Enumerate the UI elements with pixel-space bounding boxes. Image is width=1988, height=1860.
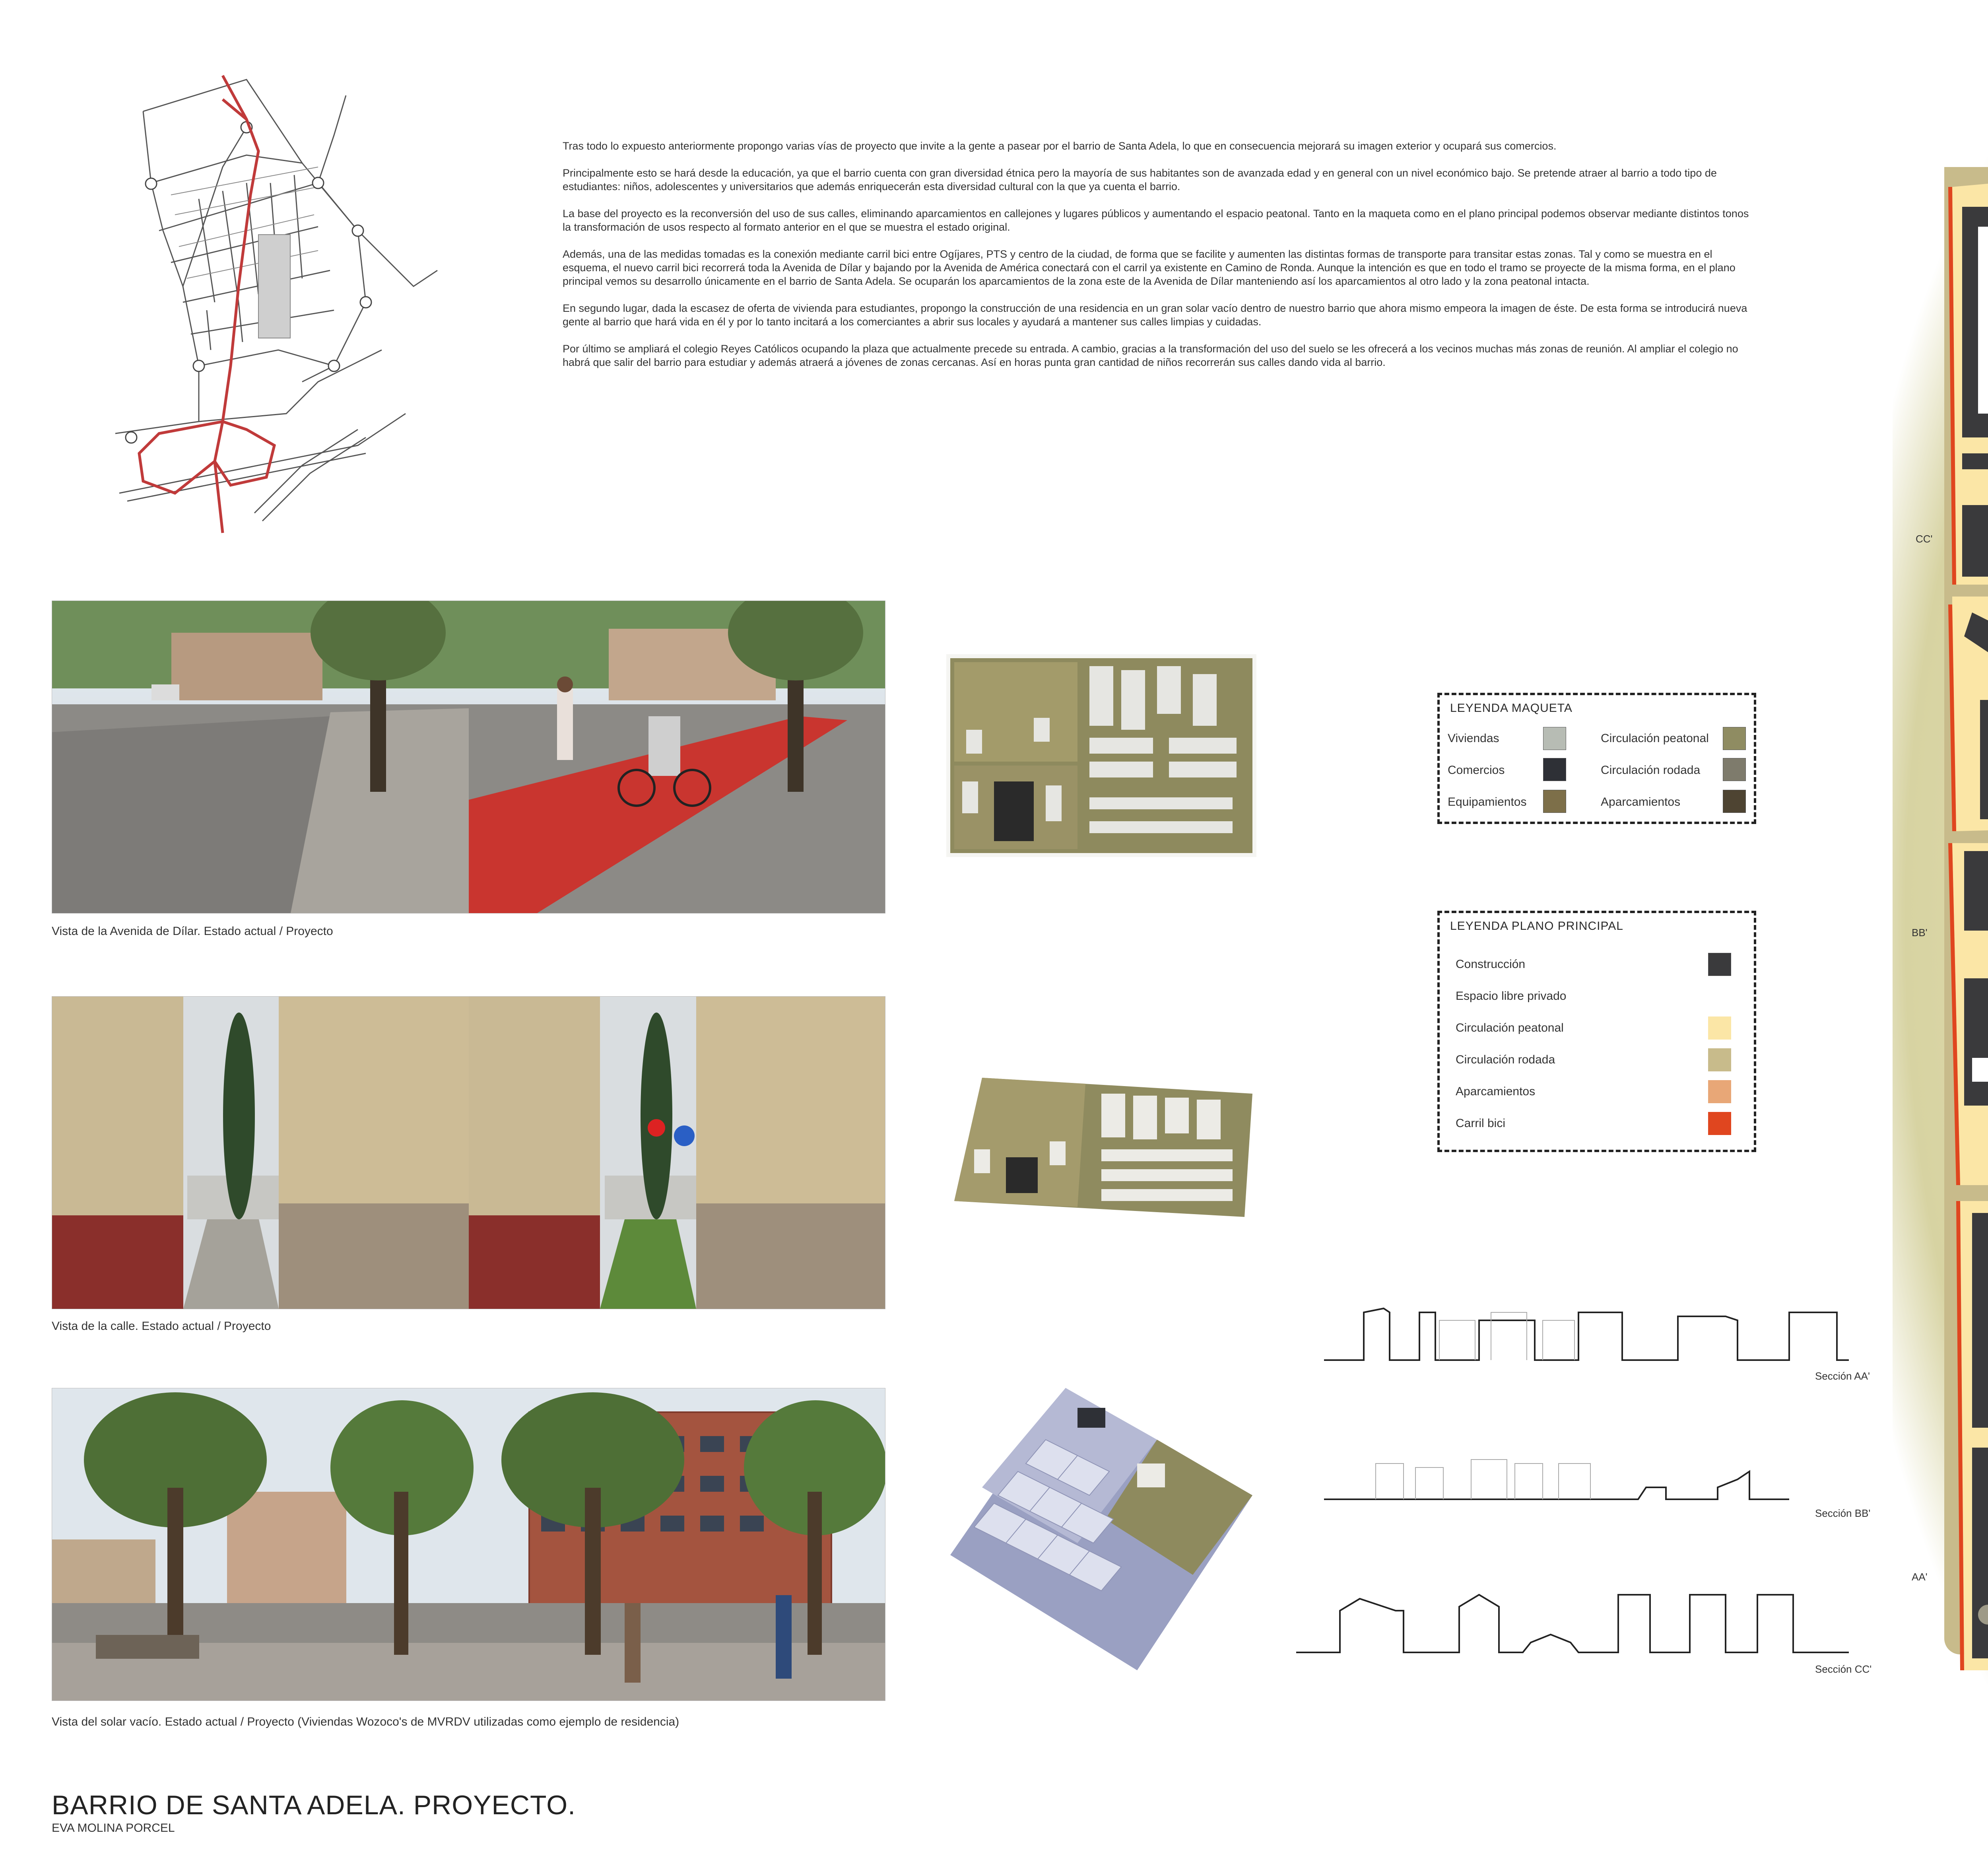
legend-plano-principal — [1437, 911, 1756, 1152]
intro-paragraph: Tras todo lo expuesto anteriormente propongo varias vías de proyecto que invite a la gente a pasear por el barrio de Santa Adela, lo que en consecuencia mejorará su imagen exterior y ocupará sus comercios. — [563, 140, 1557, 152]
legend-item-label: Viviendas — [1448, 732, 1499, 745]
intro-paragraph: Además, una de las medidas tomadas es la conexión mediante carril bici entre Ogíjares, PTS y centro de la ciudad, de forma que se facilite y aumenten las distintas formas de transporte para transitar estas zonas. Tal y como se muestra en el esquema, el nuevo carril bici recorrerá toda la Avenida de Dílar y bajando por la Avenida de América conectará con el carril ya existente en Camino de Ronda. Aunque la intención es que en todo el tramo se proyecte de la misma forma, en el plano principal vemos su desarrollo únicamente en el barrio de Santa Adela. Se ocuparán los aparcamientos de la zona este de la Avenida de Dílar manteniendo así los aparcamientos al otro lado y la zona peatonal intacta. — [563, 248, 1736, 287]
photo-calle-image — [52, 997, 885, 1309]
section-cc-drawing — [1292, 1583, 1877, 1662]
main-plan — [1893, 135, 1988, 1706]
legend-item-label: Aparcamientos — [1456, 1085, 1536, 1098]
legend-swatch — [1723, 727, 1746, 750]
legend-item-label: Construcción — [1456, 958, 1526, 971]
legend-item-label: Circulación rodada — [1456, 1053, 1555, 1066]
photo-caption-2: Vista de la calle. Estado actual / Proyecto — [52, 1320, 271, 1333]
photo-caption-3: Vista del solar vacío. Estado actual / Proyecto (Viviendas Wozoco's de MVRDV utilizadas como ejemplo de residencia) — [52, 1715, 679, 1728]
legend-swatch — [1708, 1048, 1731, 1071]
intro-text — [563, 139, 1751, 383]
legend-swatch — [1708, 985, 1731, 1008]
bike-lane-scheme-map — [80, 64, 461, 549]
model-top-view — [946, 654, 1256, 857]
legend-swatch — [1708, 953, 1731, 976]
photo-solar-vacio — [52, 1388, 885, 1701]
legend-maqueta-title: LEYENDA MAQUETA — [1450, 702, 1573, 715]
legend-item-label: Espacio libre privado — [1456, 989, 1567, 1003]
section-aa-drawing — [1320, 1296, 1877, 1368]
legend-item-label: Circulación rodada — [1601, 764, 1701, 777]
page-title: BARRIO DE SANTA ADELA. PROYECTO. — [52, 1790, 576, 1820]
photo-avenida-dilar-image — [52, 601, 885, 913]
section-bb-label: Sección BB' — [1815, 1507, 1871, 1519]
legend-plano-title: LEYENDA PLANO PRINCIPAL — [1450, 919, 1623, 933]
intro-paragraph: Por último se ampliará el colegio Reyes Católicos ocupando la plaza que actualmente precede su entrada. A cambio, gracias a la transformación del uso del suelo se les ofrecerá a los vecinos muchas más zonas de reunión. Al ampliar el colegio no habrá que salir del barrio para estudiar y además atraerá a jóvenes de zonas cercanas. Así en horas punta gran cantidad de niños recorrerán sus calles dando vida al barrio. — [563, 343, 1738, 368]
photo-avenida-dilar — [52, 601, 885, 913]
photo-caption-1: Vista de la Avenida de Dílar. Estado actual / Proyecto — [52, 925, 333, 938]
section-aa-label: Sección AA' — [1815, 1370, 1870, 1382]
legend-swatch — [1723, 790, 1746, 813]
intro-paragraph: Principalmente esto se hará desde la educación, ya que el barrio cuenta con gran diversidad étnica pero la mayoría de sus habitantes son de avanzada edad y en general con un nivel económico bajo. Se pretende atraer al barrio a todo tipo de estudiantes: niños, adolescentes y universitarios que además enriquecerán esta diversidad cultural con la que ya cuenta el barrio. — [563, 167, 1717, 192]
section-cc-label: Sección CC' — [1815, 1663, 1872, 1675]
plan-marker-bb: BB' — [1912, 927, 1928, 939]
legend-item-label: Circulación peatonal — [1601, 732, 1709, 745]
plan-marker-aa: AA' — [1912, 1571, 1928, 1583]
legend-maqueta — [1437, 693, 1756, 824]
legend-item-label: Comercios — [1448, 764, 1505, 777]
legend-swatch — [1723, 758, 1746, 781]
author-name: EVA MOLINA PORCEL — [52, 1821, 175, 1835]
intro-paragraph: En segundo lugar, dada la escasez de oferta de vivienda para estudiantes, propongo la construcción de una residencia en un gran solar vacío dentro de nuestro barrio que ahora mismo empeora la imagen de éste. De esta forma se introducirá nueva gente al barrio que hará vida en él y por lo tanto incitará a los comerciantes a abrir sus locales y ayudará a mantener sus calles limpias y cuidadas. — [563, 302, 1747, 328]
plan-marker-cc: CC' — [1916, 533, 1933, 545]
legend-swatch — [1708, 1112, 1731, 1135]
photo-calle — [52, 996, 885, 1309]
legend-item-label: Circulación peatonal — [1456, 1021, 1564, 1034]
model-perspective-view — [950, 1070, 1260, 1225]
legend-swatch — [1543, 727, 1566, 750]
legend-item-label: Aparcamientos — [1601, 795, 1681, 809]
intro-paragraph: La base del proyecto es la reconversión del uso de sus calles, eliminando aparcamientos en callejones y lugares públicos y aumentando el espacio peatonal. Tanto en la maqueta como en el plano principal podemos observar mediante distintos tonos la transformación de usos respecto al formato anterior en el que se muestra el estado original. — [563, 208, 1749, 233]
legend-swatch — [1543, 790, 1566, 813]
legend-swatch — [1708, 1080, 1731, 1103]
legend-swatch — [1708, 1016, 1731, 1040]
legend-swatch — [1543, 758, 1566, 781]
legend-item-label: Carril bici — [1456, 1117, 1506, 1130]
legend-item-label: Equipamientos — [1448, 795, 1527, 809]
model-axonometric-view — [946, 1384, 1256, 1674]
section-bb-drawing — [1320, 1448, 1877, 1503]
photo-solar-vacio-image — [52, 1388, 885, 1701]
